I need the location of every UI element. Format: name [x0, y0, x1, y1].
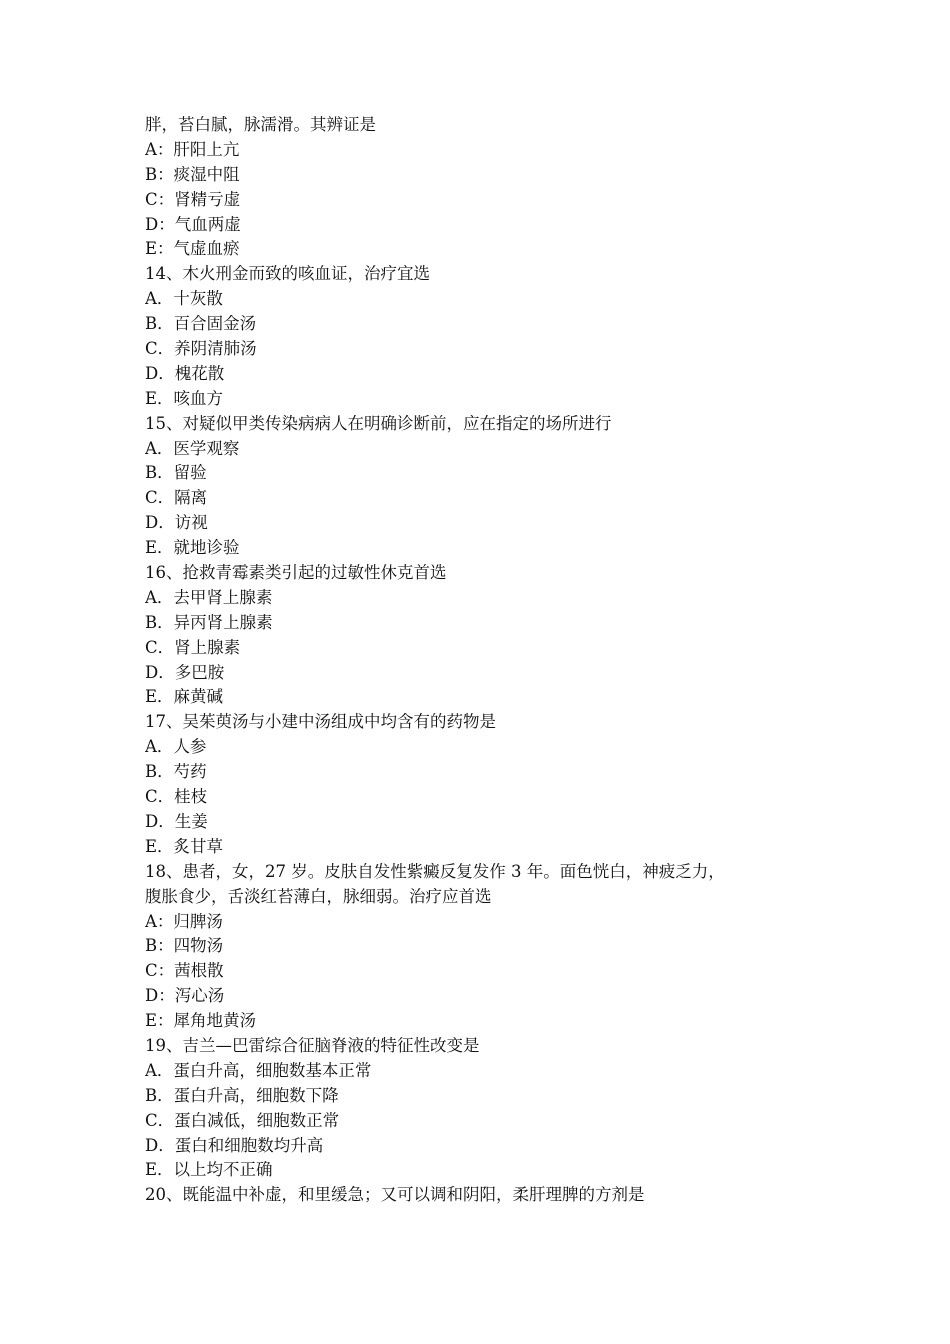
- option-b: B．芍药: [145, 762, 207, 782]
- question-18-stem-continued: 腹胀食少，舌淡红苔薄白，脉细弱。治疗应首选: [145, 886, 492, 906]
- option-b: B．留验: [145, 463, 207, 483]
- option-c: C．肾上腺素: [145, 637, 241, 657]
- option-c: C：茜根散: [145, 961, 224, 981]
- option-d: D．蛋白和细胞数均升高: [145, 1135, 324, 1155]
- option-d: D．槐花散: [145, 363, 225, 383]
- option-e: E．以上均不正确: [145, 1160, 273, 1180]
- option-d: D．多巴胺: [145, 662, 225, 682]
- option-c: C．隔离: [145, 488, 208, 508]
- option-a: A．蛋白升高，细胞数基本正常: [145, 1060, 372, 1080]
- option-e: E：气虚血瘀: [145, 239, 240, 259]
- option-c: C．桂枝: [145, 787, 208, 807]
- option-d: D：气血两虚: [145, 214, 241, 234]
- option-d: D：泻心汤: [145, 986, 225, 1006]
- option-c: C．蛋白减低，细胞数正常: [145, 1110, 340, 1130]
- option-b: B．百合固金汤: [145, 314, 257, 334]
- document-body: [145, 113, 805, 1208]
- option-e: E：犀角地黄汤: [145, 1011, 257, 1031]
- question-18-stem: 18、患者，女，27 岁。皮肤自发性紫癜反复发作 3 年。面色恍白，神疲乏力，: [145, 861, 725, 881]
- option-a: A：归脾汤: [145, 911, 223, 931]
- option-e: E．咳血方: [145, 388, 224, 408]
- option-a: A．十灰散: [145, 289, 223, 309]
- option-a: A：肝阳上亢: [145, 139, 240, 159]
- option-e: E．麻黄碱: [145, 687, 224, 707]
- option-b: B．异丙肾上腺素: [145, 612, 273, 632]
- question-15-stem: 15、对疑似甲类传染病病人在明确诊断前，应在指定的场所进行: [145, 413, 612, 433]
- option-e: E．就地诊验: [145, 538, 240, 558]
- question-17-stem: 17、吴茱萸汤与小建中汤组成中均含有的药物是: [145, 712, 496, 732]
- question-14-stem: 14、木火刑金而致的咳血证，治疗宜选: [145, 264, 430, 284]
- option-b: B．蛋白升高，细胞数下降: [145, 1085, 339, 1105]
- option-c: C．养阴清肺汤: [145, 339, 257, 359]
- option-a: A．人参: [145, 737, 207, 757]
- question-19-stem: 19、吉兰—巴雷综合征脑脊液的特征性改变是: [145, 1035, 480, 1055]
- question-16-stem: 16、抢救青霉素类引起的过敏性休克首选: [145, 563, 447, 583]
- option-b: B：痰湿中阻: [145, 164, 240, 184]
- option-d: D．生姜: [145, 811, 208, 831]
- option-e: E．炙甘草: [145, 836, 224, 856]
- option-a: A．去甲肾上腺素: [145, 587, 273, 607]
- option-c: C：肾精亏虚: [145, 189, 241, 209]
- question-13-stem-continued: 胖，苔白腻，脉濡滑。其辨证是: [145, 115, 376, 134]
- option-a: A．医学观察: [145, 438, 240, 458]
- option-d: D．访视: [145, 513, 208, 533]
- question-20-stem: 20、既能温中补虚，和里缓急；又可以调和阴阳，柔肝理脾的方剂是: [145, 1185, 645, 1205]
- option-b: B：四物汤: [145, 936, 224, 956]
